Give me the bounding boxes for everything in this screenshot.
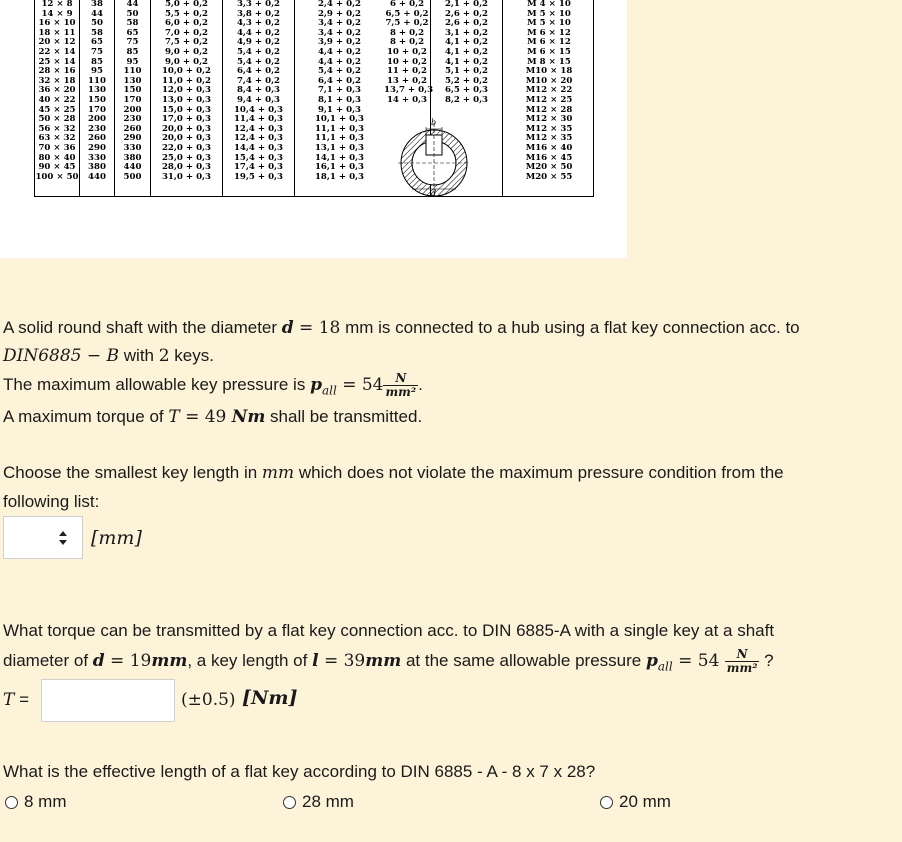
q2-line2: diameter of d = 19mm, a key length of l = 39mm at the same allowable pressure $p_{all} = 54$ $\frac{N}{\text{mm²}}$ ? — [3, 647, 774, 675]
table-cell: 8 + 0,2 — [389, 37, 425, 48]
table-cell: M12 × 35 — [525, 133, 573, 144]
table-cell: 9,4 + 0,3 — [236, 94, 281, 105]
table-cell: 11 + 0,2 — [386, 66, 428, 77]
table-cell: 65 — [126, 27, 139, 38]
table-cell: 63 × 32 — [38, 133, 76, 144]
table-cell: 28 × 16 — [38, 66, 76, 77]
table-cell: 380 — [88, 162, 106, 173]
table-cell: 15,0 + 0,3 — [161, 104, 212, 115]
table-cell: 12,4 + 0,3 — [233, 133, 284, 144]
q1-line2: DIN6885 − B with 2 keys. — [3, 346, 214, 366]
table-cell: 10 + 0,2 — [386, 56, 428, 67]
table-cell: 8 + 0,2 — [389, 27, 425, 38]
table-cell: 13 + 0,2 — [386, 75, 428, 86]
pressure-unit-fraction: $\frac{N}{\text{mm²}}$ — [726, 647, 758, 675]
option-8mm[interactable]: 8 mm — [5, 792, 67, 812]
table-cell: 170 — [88, 104, 106, 115]
table-cell: 12 × 8 — [41, 0, 73, 9]
table-cell: 4,4 + 0,2 — [317, 56, 362, 67]
table-cell: 6 + 0,2 — [389, 0, 425, 9]
table-cell: 150 — [88, 94, 106, 105]
table-cell: 16 × 10 — [38, 18, 76, 29]
table-cell: 440 — [88, 171, 106, 182]
table-cell: M16 × 40 — [525, 142, 573, 153]
table-cell: 22,0 + 0,3 — [161, 142, 212, 153]
table-cell: 20,0 + 0,3 — [161, 133, 212, 144]
q1-line4: A maximum torque of T = 49 Nm shall be transmitted. — [3, 407, 423, 427]
shaft-cross-section-diagram — [390, 113, 480, 198]
table-cell: 18 × 11 — [38, 27, 76, 38]
table-cell: 11,0 + 0,2 — [161, 75, 212, 86]
table-cell: 330 — [123, 142, 142, 153]
col-t2-alt — [294, 0, 384, 197]
table-cell: M20 × 50 — [525, 162, 573, 173]
col-t1 — [150, 0, 222, 197]
table-cell: 13,0 + 0,3 — [161, 94, 212, 105]
label-b: b — [431, 118, 437, 127]
table-cell: 230 — [88, 123, 106, 134]
table-cell: 85 — [126, 46, 139, 57]
table-cell: 4,1 + 0,2 — [444, 46, 489, 57]
table-cell: 14 + 0,3 — [386, 94, 428, 105]
q1-choose-line2: following list: — [3, 492, 100, 511]
table-cell: 32 × 18 — [38, 75, 76, 86]
table-cell: 200 — [123, 104, 142, 115]
table-cell: 2,9 + 0,2 — [317, 8, 362, 19]
table-cell: 85 — [91, 56, 103, 67]
option-28mm[interactable]: 28 mm — [283, 792, 354, 812]
table-cell: 130 — [88, 85, 106, 96]
table-cell: 2,6 + 0,2 — [444, 8, 489, 19]
table-cell: M12 × 30 — [525, 114, 573, 125]
table-cell: 9,1 + 0,3 — [317, 104, 362, 115]
table-cell: 8,2 + 0,3 — [444, 94, 489, 105]
table-cell: 50 — [91, 18, 103, 29]
table-cell: M10 × 18 — [525, 66, 573, 77]
table-cell: 5,1 + 0,2 — [444, 66, 489, 77]
table-cell: 7,1 + 0,3 — [317, 85, 362, 96]
table-cell: 4,4 + 0,2 — [317, 46, 362, 57]
q1-unit-label: [mm] — [91, 527, 142, 549]
table-cell: 16,1 + 0,3 — [314, 162, 365, 173]
col-screw — [502, 0, 595, 197]
table-cell: 13,1 + 0,3 — [314, 142, 365, 153]
table-cell: 200 — [88, 114, 106, 125]
col-key-size — [35, 0, 79, 197]
table-cell: 95 — [91, 66, 103, 77]
table-cell: M 8 × 15 — [527, 56, 571, 67]
table-cell: 5,4 + 0,2 — [236, 46, 281, 57]
table-cell: 44 — [126, 0, 139, 9]
table-cell: 150 — [123, 85, 142, 96]
table-cell: 4,9 + 0,2 — [236, 37, 281, 48]
radio-circle-icon[interactable] — [600, 796, 613, 809]
table-cell: 28,0 + 0,3 — [161, 162, 212, 173]
table-cell: 500 — [123, 171, 142, 182]
table-cell: 170 — [123, 94, 142, 105]
table-cell: 110 — [123, 66, 142, 77]
table-cell: M12 × 28 — [525, 104, 573, 115]
q2-tolerance: (±0.5) — [181, 690, 236, 710]
table-cell: 17,0 + 0,3 — [161, 114, 212, 125]
table-cell: 45 × 25 — [38, 104, 76, 115]
table-cell: 10 + 0,2 — [386, 46, 428, 57]
table-cell: M 6 × 12 — [527, 27, 571, 38]
table-cell: 8,1 + 0,3 — [317, 94, 362, 105]
table-cell: 3,3 + 0,2 — [236, 0, 281, 9]
table-cell: 31,0 + 0,3 — [161, 171, 212, 182]
table-cell: 3,1 + 0,2 — [444, 27, 489, 38]
col-l-max — [114, 0, 150, 197]
table-cell: 5,4 + 0,2 — [236, 56, 281, 67]
table-cell: 100 × 50 — [35, 171, 79, 182]
q2-torque-label: T = — [3, 690, 29, 710]
table-cell: 7,5 + 0,2 — [385, 18, 429, 29]
table-cell: M12 × 22 — [525, 85, 573, 96]
table-cell: M 6 × 12 — [527, 37, 571, 48]
key-length-select[interactable] — [3, 516, 83, 559]
table-cell: 2,4 + 0,2 — [317, 0, 362, 9]
option-20mm[interactable]: 20 mm — [600, 792, 671, 812]
table-cell: 38 — [91, 0, 103, 9]
table-cell: 58 — [91, 27, 103, 38]
q2-unit-label: [Nm] — [242, 687, 298, 709]
col-l-min — [79, 0, 114, 197]
din-table-image — [0, 0, 627, 258]
table-cell: 6,0 + 0,2 — [164, 18, 209, 29]
table-cell: 20 × 12 — [38, 37, 76, 48]
table-cell: 95 — [126, 56, 139, 67]
table-cell: 6,4 + 0,2 — [317, 75, 362, 86]
table-cell: 17,4 + 0,3 — [233, 162, 284, 173]
table-cell: 14 × 9 — [41, 8, 73, 19]
table-cell: 15,4 + 0,3 — [233, 152, 284, 163]
table-cell: 58 — [126, 18, 139, 29]
table-cell: 20,0 + 0,3 — [161, 123, 212, 134]
table-cell: 14,4 + 0,3 — [233, 142, 284, 153]
table-cell: M12 × 35 — [525, 123, 573, 134]
table-cell: 380 — [123, 152, 142, 163]
table-cell: 36 × 20 — [38, 85, 76, 96]
table-cell: 3,9 + 0,2 — [317, 37, 362, 48]
pressure-unit-fraction: $\frac{N}{\text{mm²}}$ — [385, 371, 417, 399]
table-cell: 260 — [88, 133, 106, 144]
table-cell: 230 — [123, 114, 142, 125]
table-cell: M 4 × 10 — [527, 0, 571, 9]
table-cell: 260 — [123, 123, 142, 134]
table-cell: 5,0 + 0,2 — [164, 0, 209, 9]
table-cell: 9,0 + 0,2 — [164, 56, 209, 67]
table-cell: 12,0 + 0,3 — [161, 85, 212, 96]
table-cell: 25,0 + 0,3 — [161, 152, 212, 163]
table-cell: 130 — [123, 75, 142, 86]
table-cell: 5,2 + 0,2 — [444, 75, 489, 86]
table-cell: 2,6 + 0,2 — [444, 18, 489, 29]
table-cell: 11,1 + 0,3 — [314, 123, 365, 134]
table-cell: 2,1 + 0,2 — [444, 0, 489, 9]
table-cell: 330 — [88, 152, 106, 163]
table-cell: 3,8 + 0,2 — [236, 8, 281, 19]
table-cell: 65 — [91, 37, 103, 48]
table-cell: 50 — [126, 8, 139, 19]
table-cell: M 5 × 10 — [527, 8, 571, 19]
table-cell: 4,4 + 0,2 — [236, 27, 281, 38]
table-cell: 25 × 14 — [38, 56, 76, 67]
din-6885-table — [34, 0, 594, 197]
q1-line3: The maximum allowable key pressure is $p_{all} = 54$ $\frac{N}{\text{mm²}}$ . — [3, 371, 423, 399]
torque-input[interactable] — [41, 679, 175, 722]
table-cell: 13,7 + 0,3 — [384, 85, 434, 96]
table-cell: M 6 × 15 — [527, 46, 571, 57]
table-cell: 5,4 + 0,2 — [317, 66, 362, 77]
table-cell: 75 — [126, 37, 139, 48]
table-cell: M12 × 25 — [525, 94, 573, 105]
radio-circle-icon[interactable] — [5, 796, 18, 809]
table-cell: 6,4 + 0,2 — [236, 66, 281, 77]
table-cell: 440 — [123, 162, 142, 173]
table-cell: 10,0 + 0,2 — [161, 66, 212, 77]
table-cell: M 5 × 10 — [527, 18, 571, 29]
table-cell: 12,4 + 0,3 — [233, 123, 284, 134]
table-cell: M16 × 45 — [525, 152, 573, 163]
table-cell: 8,4 + 0,3 — [236, 85, 281, 96]
table-cell: 14,1 + 0,3 — [314, 152, 365, 163]
table-cell: 10,4 + 0,3 — [233, 104, 284, 115]
q1-line1: A solid round shaft with the diameter d = 18 mm is connected to a hub using a flat key connection acc. to — [3, 318, 800, 338]
table-cell: 56 × 32 — [38, 123, 76, 134]
table-cell: 6,5 + 0,2 — [385, 8, 429, 19]
table-cell: 19,5 + 0,3 — [233, 171, 284, 182]
table-cell: 75 — [91, 46, 103, 57]
table-cell: 3,4 + 0,2 — [317, 18, 362, 29]
q1-choose-line1: Choose the smallest key length in mm which does not violate the maximum pressure condition from the — [3, 463, 784, 483]
table-cell: 80 × 40 — [38, 152, 76, 163]
table-cell: 7,0 + 0,2 — [164, 27, 209, 38]
q3-question: What is the effective length of a flat key according to DIN 6885 - A - 8 x 7 x 28? — [3, 762, 596, 781]
table-cell: 40 × 22 — [38, 94, 76, 105]
table-cell: 290 — [123, 133, 142, 144]
table-cell: M20 × 55 — [525, 171, 573, 182]
col-t2 — [222, 0, 294, 197]
table-cell: 18,1 + 0,3 — [314, 171, 365, 182]
table-cell: 11,1 + 0,3 — [314, 133, 365, 144]
table-cell: 90 × 45 — [38, 162, 76, 173]
table-cell: 11,4 + 0,3 — [233, 114, 284, 125]
radio-circle-icon[interactable] — [283, 796, 296, 809]
table-cell: M10 × 20 — [525, 75, 573, 86]
q2-line1: What torque can be transmitted by a flat key connection acc. to DIN 6885-A with a single key at a shaft — [3, 621, 775, 640]
table-cell: 9,0 + 0,2 — [164, 46, 209, 57]
table-cell: 7,4 + 0,2 — [236, 75, 281, 86]
table-cell: 10,1 + 0,3 — [314, 114, 365, 125]
table-cell: 22 × 14 — [38, 46, 76, 57]
table-cell: 44 — [91, 8, 103, 19]
table-cell: 4,1 + 0,2 — [444, 56, 489, 67]
table-cell: 3,4 + 0,2 — [317, 27, 362, 38]
table-cell: 50 × 28 — [38, 114, 76, 125]
table-cell: 70 × 36 — [38, 142, 76, 153]
table-cell: 7,5 + 0,2 — [164, 37, 209, 48]
table-cell: 110 — [88, 75, 106, 86]
select-arrows-icon — [58, 529, 68, 547]
table-cell: 5,5 + 0,2 — [164, 8, 209, 19]
label-d: d — [431, 189, 437, 198]
table-cell: 4,3 + 0,2 — [236, 18, 281, 29]
table-cell: 6,5 + 0,3 — [444, 85, 489, 96]
table-cell: 290 — [88, 142, 106, 153]
table-cell: 4,1 + 0,2 — [444, 37, 489, 48]
